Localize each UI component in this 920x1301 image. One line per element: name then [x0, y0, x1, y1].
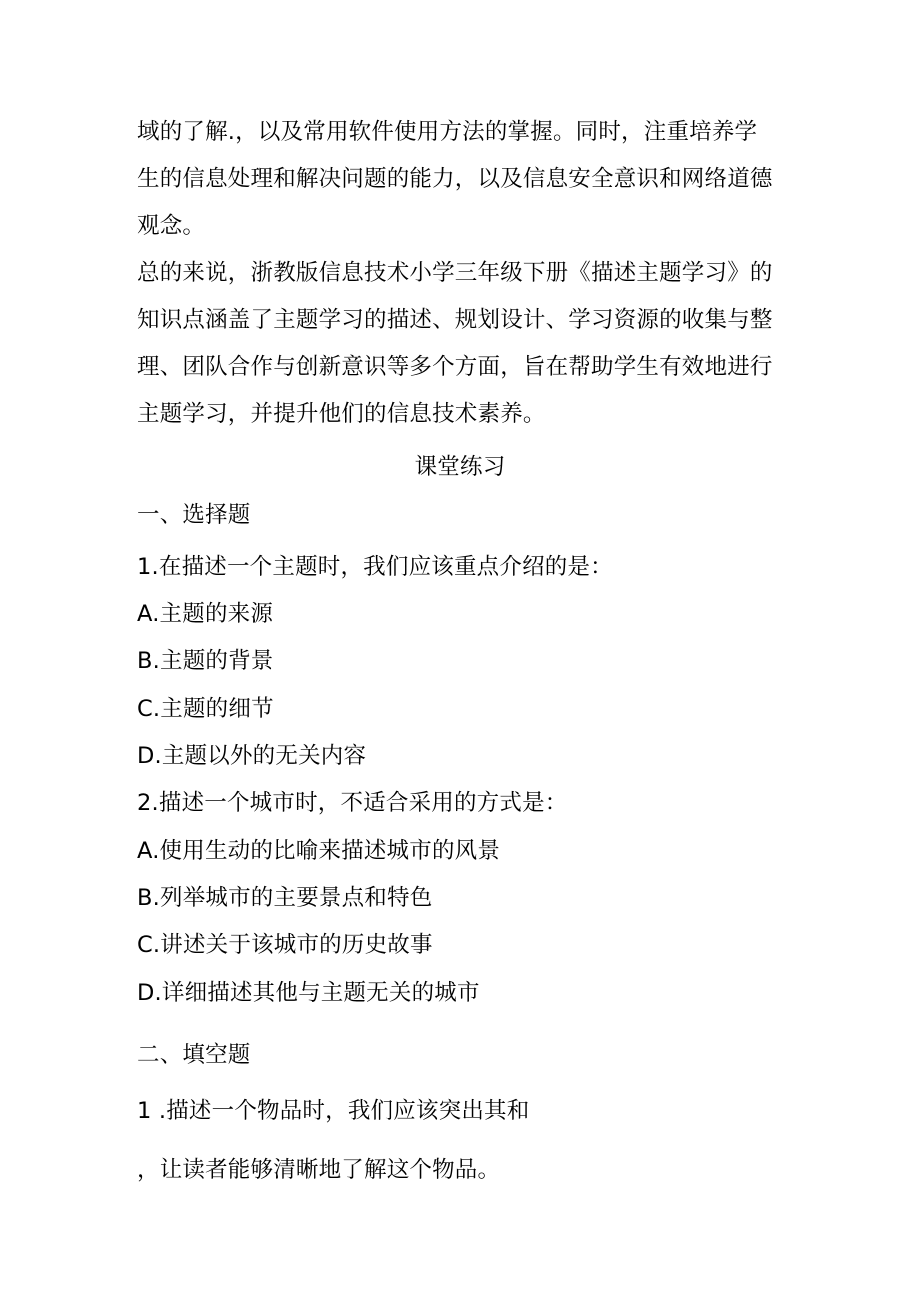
intro-line-3: 观念。 [137, 213, 206, 239]
intro-line-2: 生的信息处理和解决问题的能力，以及信息安全意识和网络道德 [137, 166, 773, 192]
fill-question-1-line-1: 1 .描述一个物品时，我们应该突出其和 [137, 1098, 530, 1124]
question-1-option-a: A.主题的来源 [137, 601, 274, 627]
question-2-stem: 2.描述一个城市时，不适合采用的方式是： [137, 790, 568, 816]
section-heading-fill-blank: 二、填空题 [137, 1042, 251, 1068]
question-1-option-c: C.主题的细节 [137, 696, 274, 722]
summary-line-3: 理、团队合作与创新意识等多个方面，旨在帮助学生有效地进行 [137, 354, 773, 380]
summary-line-4: 主题学习，并提升他们的信息技术素养。 [137, 401, 546, 427]
question-1-option-b: B.主题的背景 [137, 648, 274, 674]
summary-line-1: 总的来说，浙教版信息技术小学三年级下册《描述主题学习》的 [137, 260, 773, 286]
intro-line-1: 域的了解.，以及常用软件使用方法的掌握。同时，注重培养学 [137, 119, 758, 145]
question-1-stem: 1.在描述一个主题时，我们应该重点介绍的是： [137, 554, 613, 580]
summary-line-2: 知识点涵盖了主题学习的描述、规划设计、学习资源的收集与整 [137, 307, 773, 333]
question-2-option-b: B.列举城市的主要景点和特色 [137, 885, 433, 911]
question-1-option-d: D.主题以外的无关内容 [137, 743, 367, 769]
question-2-option-d: D.详细描述其他与主题无关的城市 [137, 980, 480, 1006]
question-2-option-c: C.讲述关于该城市的历史故事 [137, 932, 433, 958]
exercise-title: 课堂练习 [414, 454, 506, 480]
fill-question-1-line-2: ，让读者能够清晰地了解这个物品。 [137, 1157, 501, 1183]
question-2-option-a: A.使用生动的比喻来描述城市的风景 [137, 838, 501, 864]
section-heading-choice: 一、选择题 [137, 502, 251, 528]
